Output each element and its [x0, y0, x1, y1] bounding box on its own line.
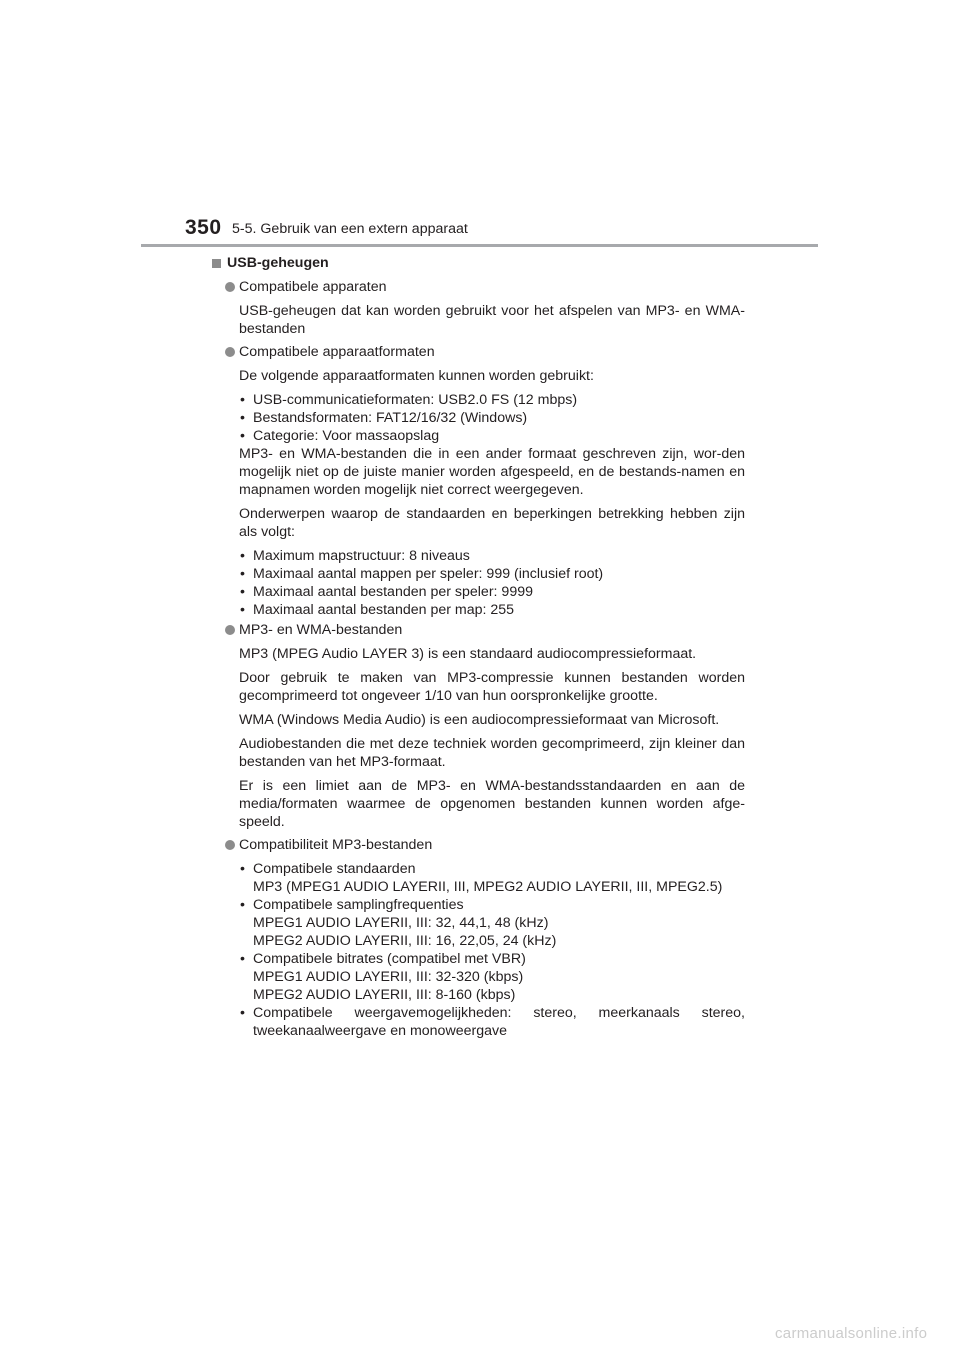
paragraph: MP3- en WMA-bestanden die in een ander formaat geschreven zijn, wor-den mogelijk niet op de juiste manier worden afgespeeld, en de bestands-namen en mapnamen worden mogelijk niet correct weergegeven.: [239, 446, 745, 498]
list-item-detail: MPEG1 AUDIO LAYERII, III: 32-320 (kbps): [253, 969, 524, 985]
list-item: • Maximaal aantal bestanden per speler: 9999: [239, 583, 745, 601]
format-list: [239, 391, 745, 445]
list-item: • Categorie: Voor massaopslag: [239, 427, 745, 445]
list-item: [239, 1004, 745, 1040]
list-item-detail: MP3 (MPEG1 AUDIO LAYERII, III, MPEG2 AUDIO LAYERII, III, MPEG2.5): [253, 879, 723, 895]
list-item: • Maximum mapstructuur: 8 niveaus: [239, 547, 745, 565]
list-item-label: • Compatibele bitrates (compatibel met VBR): [253, 951, 526, 967]
subheading-text: Compatibele apparaatformaten: [239, 344, 435, 360]
list-item-detail: MPEG2 AUDIO LAYERII, III: 8-160 (kbps): [253, 987, 516, 1003]
circle-bullet-icon: [225, 625, 235, 635]
list-item-label: • Compatibele standaarden: [253, 861, 416, 877]
list-item: [239, 896, 745, 950]
circle-bullet-icon: [225, 347, 235, 357]
list-item: [239, 860, 745, 896]
list-item: • Maximaal aantal mappen per speler: 999 (inclusief root): [239, 565, 745, 583]
subheading-mp3-wma: [225, 621, 745, 639]
section-title: 5-5. Gebruik van een extern apparaat: [232, 221, 468, 237]
subheading-mp3-compatibility: [225, 836, 745, 854]
paragraph: Er is een limiet aan de MP3- en WMA-bestandsstandaarden en aan de media/formaten waarmee de opgenomen bestanden kunnen worden afge-speeld.: [239, 778, 745, 830]
list-item: • USB-communicatieformaten: USB2.0 FS (12 mbps): [239, 391, 745, 409]
list-item: • Maximaal aantal bestanden per map: 255: [239, 601, 745, 619]
mp3-compat-list: [239, 860, 745, 1040]
circle-bullet-icon: [225, 840, 235, 850]
watermark: carmanualsonline.info: [775, 1325, 928, 1342]
paragraph: De volgende apparaatformaten kunnen worden gebruikt:: [239, 368, 594, 384]
section-heading-text: USB-geheugen: [227, 255, 329, 271]
section-heading: [211, 253, 745, 273]
header-divider: [141, 244, 818, 247]
subheading-compatible-formats: [225, 343, 745, 361]
list-item-label: • Compatibele samplingfrequenties: [253, 897, 464, 913]
circle-bullet-icon: [225, 282, 235, 292]
paragraph: Audiobestanden die met deze techniek worden gecomprimeerd, zijn kleiner dan bestanden van het MP3-formaat.: [239, 736, 745, 770]
list-item-label: Compatibele weergavemogelijkheden: stereo, meerkanaals stereo, tweekanaalweergave en monoweergave: [253, 1005, 745, 1039]
subheading-text: Compatibiliteit MP3-bestanden: [239, 837, 433, 853]
list-item: • Bestandsformaten: FAT12/16/32 (Windows): [239, 409, 745, 427]
subheading-text: Compatibele apparaten: [239, 279, 387, 295]
page-number: 350: [185, 216, 222, 239]
paragraph: MP3 (MPEG Audio LAYER 3) is een standaard audiocompressieformaat.: [239, 646, 697, 662]
list-item: [239, 950, 745, 1004]
page-content: [211, 253, 745, 1040]
paragraph: Door gebruik te maken van MP3-compressie kunnen bestanden worden gecomprimeerd tot ongeveer 1/10 van hun oorspronkelijke grootte.: [239, 670, 745, 704]
paragraph: USB-geheugen dat kan worden gebruikt voor het afspelen van MP3- en WMA-bestanden: [239, 303, 745, 337]
subheading-text: MP3- en WMA-bestanden: [239, 622, 403, 638]
square-bullet-icon: [212, 259, 221, 268]
paragraph: WMA (Windows Media Audio) is een audiocompressieformaat van Microsoft.: [239, 712, 720, 728]
limits-list: [239, 547, 745, 619]
paragraph: Onderwerpen waarop de standaarden en beperkingen betrekking hebben zijn als volgt:: [239, 506, 745, 540]
list-item-detail: MPEG1 AUDIO LAYERII, III: 32, 44,1, 48 (kHz): [253, 915, 549, 931]
subheading-compatible-devices: [225, 278, 745, 296]
list-item-detail: MPEG2 AUDIO LAYERII, III: 16, 22,05, 24 (kHz): [253, 933, 557, 949]
